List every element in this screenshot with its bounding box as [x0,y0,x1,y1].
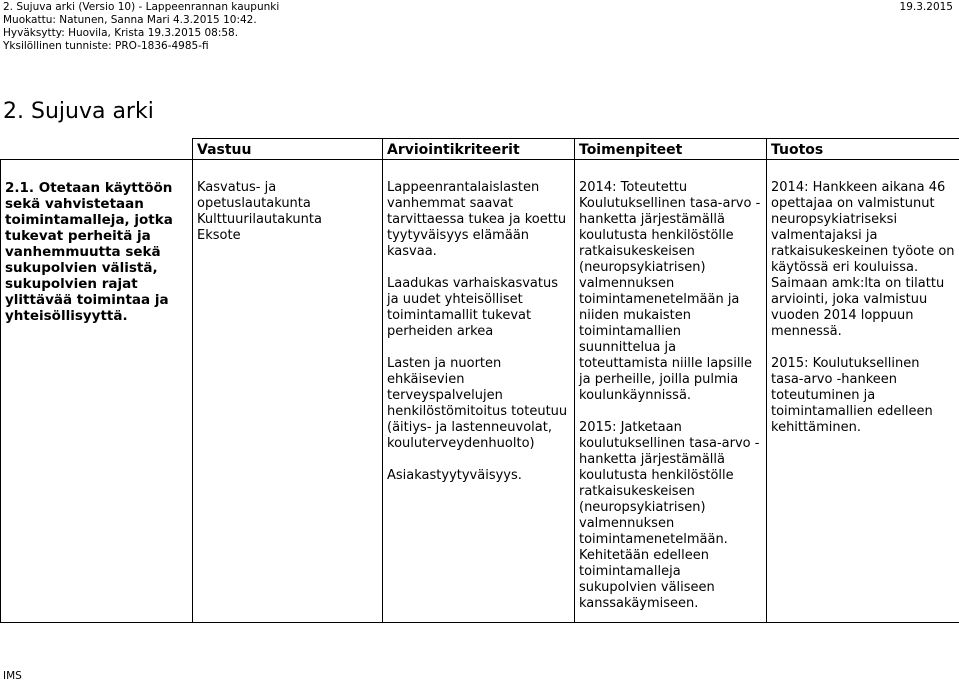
criteria-paragraph: Asiakastyytyväisyys. [387,468,522,483]
criteria-cell [383,160,575,623]
header-line: Muokattu: Natunen, Sanna Mari 4.3.2015 10:42. [3,14,257,26]
outputs-paragraph: 2014: Hankkeen aikana 46 opettajaa on valmistunut neuropsykiatriseksi valmentajaksi ja ratkaisukeskeinen työote on käytössä eri kouluissa. Saimaan amk:lta on tilattu arviointi, joka valmistuu vuoden 2014 loppuun mennessä. [771,180,955,339]
outputs-cell [767,160,959,623]
criteria-paragraph: Laadukas varhaiskasvatus ja uudet yhteisölliset toimintamallit tukevat perheiden arkea [387,276,559,339]
column-header-vastuu: Vastuu [193,139,383,160]
responsibility-cell [193,160,383,623]
criteria-paragraph: Lappeenrantalaislasten vanhemmat saavat tarvittaessa tukea ja koettu tyytyväisyys elämään kasvaa. [387,180,567,259]
header-line: 2. Sujuva arki (Versio 10) - Lappeenrannan kaupunki [3,1,280,13]
footer-label: IMS [3,670,22,682]
header-line: Hyväksytty: Huovila, Krista 19.3.2015 08:58. [3,27,239,39]
column-header-tuotos: Tuotos [767,139,959,160]
goal-cell [1,160,193,623]
responsibility-text: Kasvatus- ja opetuslautakunta Kulttuurilautakunta Eksote [197,180,322,243]
outputs-paragraph: 2015: Koulutuksellinen tasa-arvo -hankeen toteutuminen ja toimintamallien edelleen kehittäminen. [771,356,933,435]
table-header-row [1,139,959,160]
actions-paragraph: 2015: Jatketaan koulutuksellinen tasa-arvo -hanketta järjestämällä koulutusta henkilöstölle ratkaisukeskeisen (neuropsykiatrisen) valmennuksen toimintamenetelmään. Kehitetään edelleen toimintamalleja sukupolvien väliseen kanssakäymiseen. [579,420,760,611]
table-row [1,160,959,623]
column-header [1,139,193,160]
column-header-arviointikriteerit: Arviointikriteerit [383,139,575,160]
page-title: 2. Sujuva arki [3,99,154,124]
goal-text: 2.1. Otetaan käyttöön sekä vahvistetaan toimintamalleja, jotka tukevat perheitä ja vanhemmuutta sekä sukupolvien välistä, sukupolvien rajat ylittävää toimintaa ja yhteisöllisyyttä. [5,180,173,324]
actions-cell [575,160,767,623]
document-header [3,1,279,53]
criteria-paragraph: Lasten ja nuorten ehkäisevien terveyspalvelujen henkilöstömitoitus toteutuu (äitiys- ja lastenneuvolat, kouluterveydenhuolto) [387,356,568,451]
header-line: Yksilöllinen tunniste: PRO-1836-4985-fi [3,40,209,52]
column-header-toimenpiteet: Toimenpiteet [575,139,767,160]
actions-paragraph: 2014: Toteutettu Koulutuksellinen tasa-arvo -hanketta järjestämällä koulutusta henkilöstölle ratkaisukeskeisen (neuropsykiatrisen) valmennuksen toimintamenetelmään ja niiden mukaisten toimintamallien suunnittelua ja toteuttamista niille lapsille ja perheille, joilla pulmia koulunkäynnissä. [579,180,761,403]
header-date: 19.3.2015 [899,1,953,13]
plan-table [0,138,959,623]
